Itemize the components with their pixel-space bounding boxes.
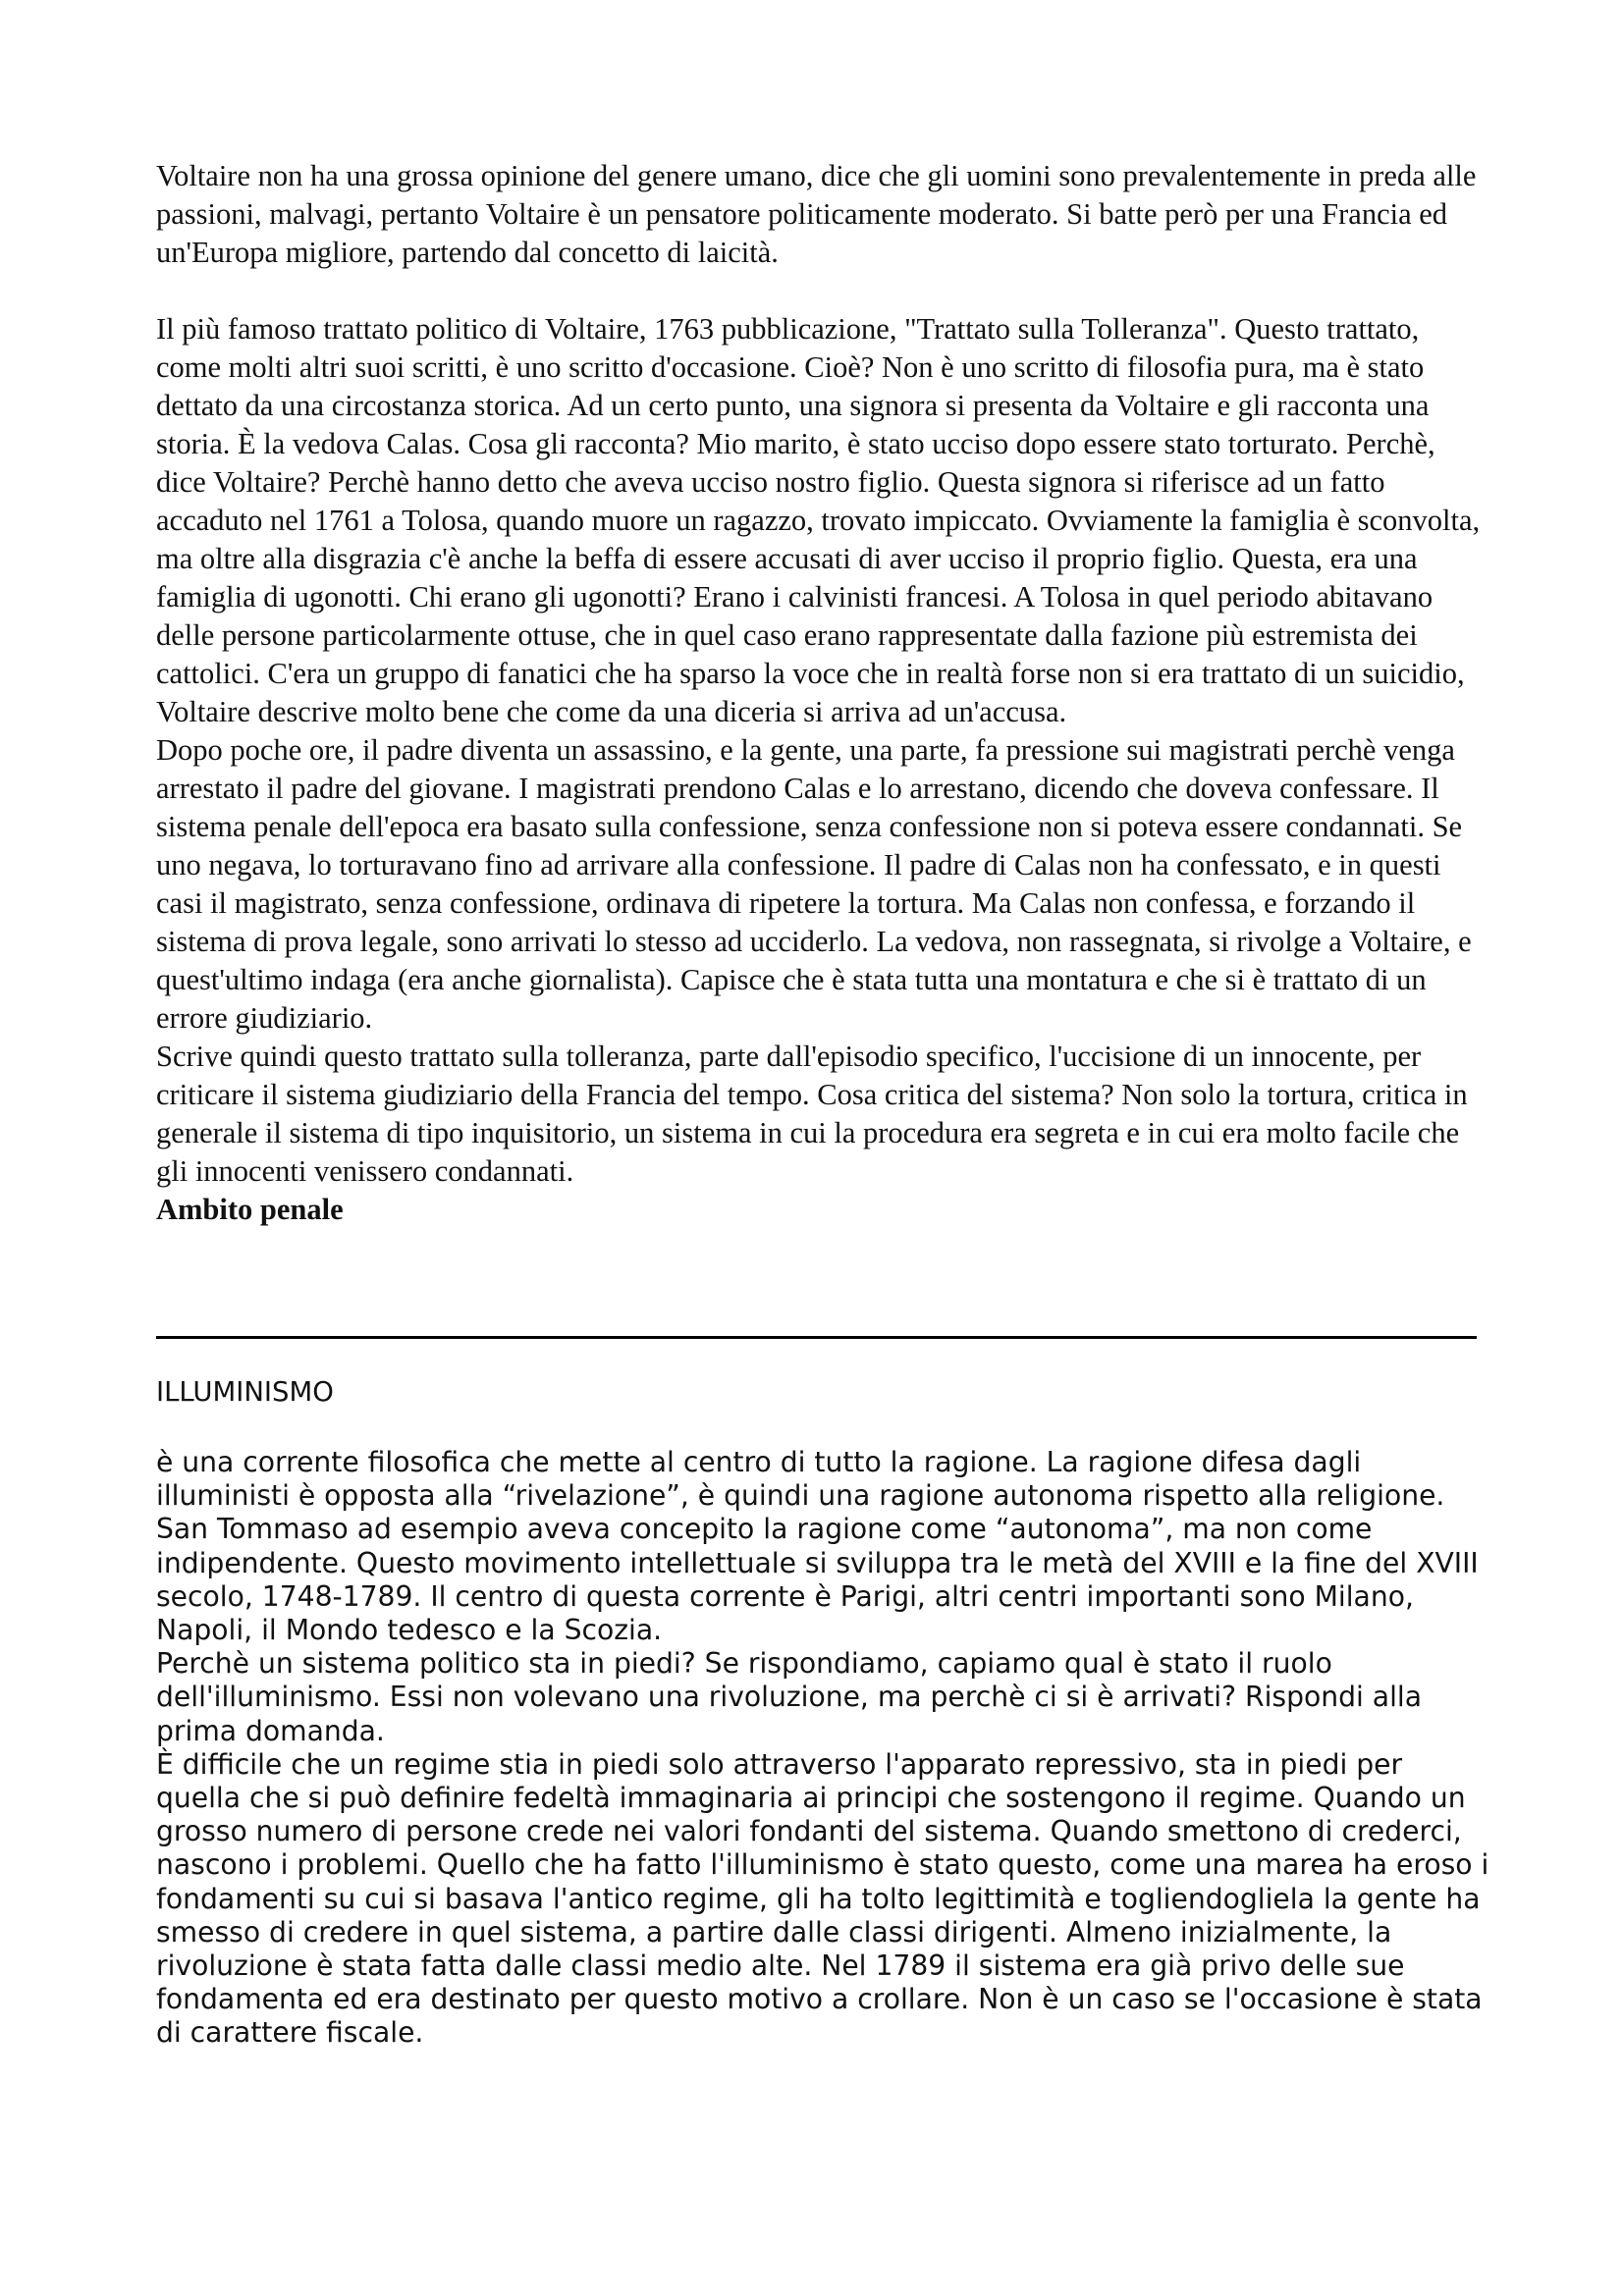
paragraph-regime-legitimacy: È difficile che un regime stia in piedi solo attraverso l'apparato repressivo, sta in piedi per quella che si può definire fedeltà immaginaria ai principi che sostengono il regime. Quando un grosso numero di persone crede nei valori fondanti del sistema. Quando smettono di crederci, nascono i problemi. Quello che ha fatto l'illuminismo è stato questo, come una marea ha eroso i fondamenti su cui si basava l'antico regime, gli ha tolto legittimità e togliendogliela la gente ha smesso di credere in quel sistema, a partire dalle classi dirigenti. Almeno inizialmente, la rivoluzione è stata fatta dalle classi medio alte. Nel 1789 il sistema era già privo delle sue fondamenta ed era destinato per questo motivo a crollare. Non è un caso se l'occasione è stata di carattere fiscale.: [156, 1747, 1489, 2050]
paragraph-spacer: [156, 272, 1482, 310]
paragraph-trattato-tolleranza: Il più famoso trattato politico di Voltaire, 1763 pubblicazione, "Trattato sulla Tolleranza". Questo trattato, come molti altri suoi scritti, è uno scritto d'occasione. Cioè? Non è uno scritto di filosofia pura, ma è stato dettato da una circostanza storica. Ad un certo punto, una signora si presenta da Voltaire e gli racconta una storia. È la vedova Calas. Cosa gli racconta? Mio marito, è stato ucciso dopo essere stato torturato. Perchè, dice Voltaire? Perchè hanno detto che aveva ucciso nostro figlio. Questa signora si riferisce ad un fatto accaduto nel 1761 a Tolosa, quando muore un ragazzo, trovato impiccato. Ovviamente la famiglia è sconvolta, ma oltre alla disgrazia c'è anche la beffa di essere accusati di aver ucciso il proprio figlio. Questa, era una famiglia di ugonotti. Chi erano gli ugonotti? Erano i calvinisti francesi. A Tolosa in quel periodo abitavano delle persone particolarmente ottuse, che in quel caso erano rappresentate dalla fazione più estremista dei cattolici. C'era un gruppo di fanatici che ha sparso la voce che in realtà forse non si era trattato di un suicidio, Voltaire descrive molto bene che come da una diceria si arriva ad un'accusa.: [156, 312, 1481, 728]
paragraph-critique-system: Scrive quindi questo trattato sulla tolleranza, parte dall'episodio specifico, l'uccisione di un innocente, per criticare il sistema giudiziario della Francia del tempo. Cosa critica del sistema? Non solo la tortura, critica in generale il sistema di tipo inquisitorio, un sistema in cui la procedura era segreta e in cui era molto facile che gli innocenti venissero condannati.: [156, 1040, 1468, 1188]
paragraph-political-system-question: Perchè un sistema politico sta in piedi? Se rispondiamo, capiamo qual è stato il ruolo dell'illuminismo. Essi non volevano una rivoluzione, ma perchè ci si è arrivati? Rispondi alla prima domanda.: [156, 1647, 1423, 1747]
horizontal-divider: [156, 1336, 1477, 1339]
section-heading-ambito-penale: Ambito penale: [156, 1193, 344, 1226]
paragraph-voltaire-opinion: Voltaire non ha una grossa opinione del genere umano, dice che gli uomini sono prevalentemente in preda alle passioni, malvagi, pertanto Voltaire è un pensatore politicamente moderato. Si batte però per una Francia ed un'Europa migliore, partendo dal concetto di laicità.: [156, 159, 1477, 269]
illuminismo-section: [156, 1446, 1491, 2051]
paragraph-illuminismo-definition: è una corrente filosofica che mette al centro di tutto la ragione. La ragione difesa dagli illuministi è opposta alla “rivelazione”, è quindi una ragione autonoma rispetto alla religione. San Tommaso ad esempio aveva concepito la ragione come “autonoma”, ma non come indipendente. Questo movimento intellettuale si sviluppa tra le metà del XVIII e la fine del XVIII secolo, 1748-1789. Il centro di questa corrente è Parigi, altri centri importanti sono Milano, Napoli, il Mondo tedesco e la Scozia.: [156, 1446, 1479, 1647]
section-title-illuminismo: ILLUMINISMO: [156, 1376, 334, 1408]
voltaire-section: [156, 157, 1482, 1229]
paragraph-calas-trial: Dopo poche ore, il padre diventa un assassino, e la gente, una parte, fa pressione sui magistrati perchè venga arrestato il padre del giovane. I magistrati prendono Calas e lo arrestano, dicendo che doveva confessare. Il sistema penale dell'epoca era basato sulla confessione, senza confessione non si poteva essere condannati. Se uno negava, lo torturavano fino ad arrivare alla confessione. Il padre di Calas non ha confessato, e in questi casi il magistrato, senza confessione, ordinava di ripetere la tortura. Ma Calas non confessa, e forzando il sistema di prova legale, sono arrivati lo stesso ad ucciderlo. La vedova, non rassegnata, si rivolge a Voltaire, e quest'ultimo indaga (era anche giornalista). Capisce che è stata tutta una montatura e che si è trattato di un errore giudiziario.: [156, 733, 1472, 1035]
